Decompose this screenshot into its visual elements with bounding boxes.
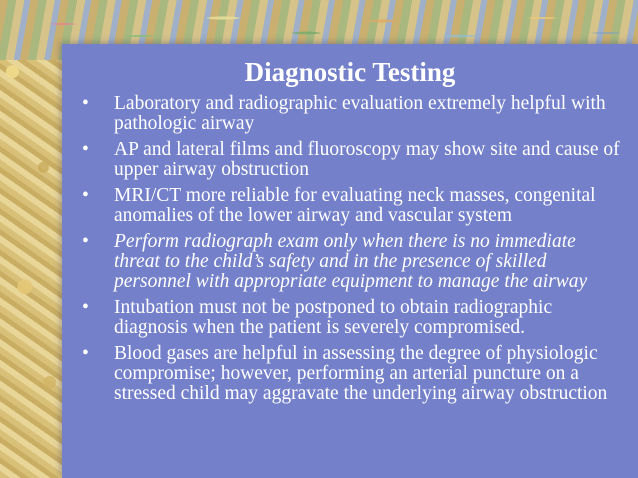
decorative-texture-left	[0, 0, 62, 478]
bullet-text: MRI/CT more reliable for evaluating neck masses, congenital anomalies of the lower airway and vascular system	[114, 185, 596, 226]
bullet-text: Blood gases are helpful in assessing the degree of physiologic compromise; however, performing an arterial puncture on a stressed child may aggravate the underlying airway obstruction	[114, 343, 608, 404]
bullet-dot-icon: •	[82, 343, 89, 364]
slide-title: Diagnostic Testing	[244, 57, 456, 87]
bullet-dot-icon: •	[82, 231, 89, 252]
bullet-text: AP and lateral films and fluoroscopy may show site and cause of upper airway obstruction	[114, 139, 620, 180]
bullet-item	[80, 186, 620, 226]
bullet-item	[80, 140, 620, 180]
bullet-dot-icon: •	[82, 139, 89, 160]
bullet-text: Laboratory and radiographic evaluation extremely helpful with pathologic airway	[114, 93, 606, 134]
bullet-item	[80, 344, 620, 404]
bullet-dot-icon: •	[82, 185, 89, 206]
bullet-item	[80, 94, 620, 134]
bullet-item	[80, 232, 620, 292]
bullet-dot-icon: •	[82, 297, 89, 318]
bullet-list	[80, 94, 620, 410]
bullet-item	[80, 298, 620, 338]
bullet-text: Intubation must not be postponed to obtain radiographic diagnosis when the patient is severely compromised.	[114, 297, 553, 338]
bullet-dot-icon: •	[82, 93, 89, 114]
bullet-text: Perform radiograph exam only when there is no immediate threat to the child’s safety and in the presence of skilled personnel with appropriate equipment to manage the airway	[114, 231, 588, 292]
